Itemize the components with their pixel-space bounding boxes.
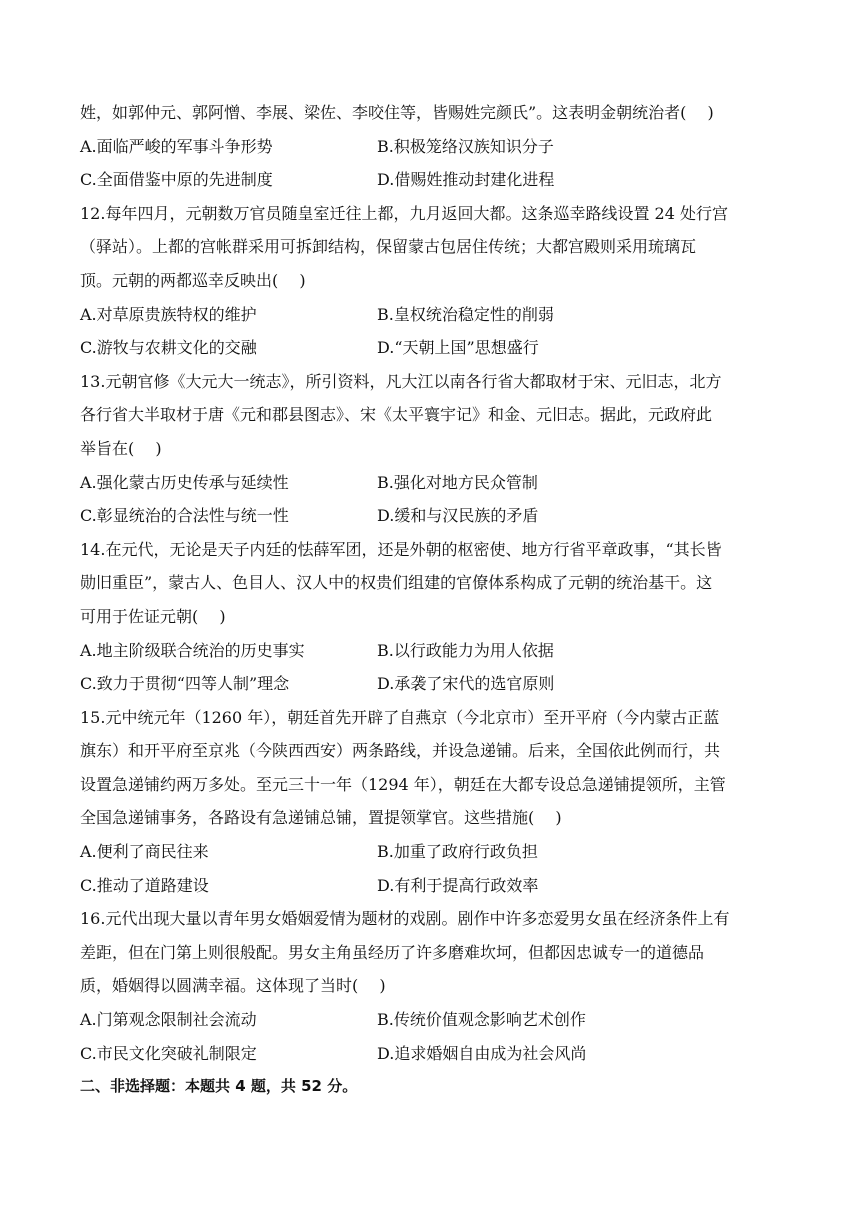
question-13-options-row-2 [80, 499, 780, 533]
question-15-line-2: 旗东）和开平府至京兆（今陕西西安）两条路线，并设急递铺。后来，全国依此例而行，共 [80, 741, 721, 761]
question-16-line-3: 质，婚姻得以圆满幸福。这体现了当时( ) [80, 976, 386, 996]
option-a: A.面临严峻的军事斗争形势 [80, 136, 273, 156]
option-d: D.有利于提高行政效率 [377, 875, 539, 895]
question-12-options-row-1 [80, 298, 780, 332]
question-11-options-row-1 [80, 130, 780, 164]
question-15-line-4: 全国急递铺事务，各路设有急递铺总铺，置提领掌官。这些措施( ) [80, 808, 562, 828]
question-13-options-row-1 [80, 466, 780, 500]
question-13-line-3: 举旨在( ) [80, 438, 162, 458]
question-11-options-row-2 [80, 163, 780, 197]
question-14-options-row-1 [80, 634, 780, 668]
document-page [80, 96, 780, 1104]
question-16-line-2: 差距，但在门第上则很般配。男女主角虽经历了许多磨难坎坷，但都因忠诚专一的道德品 [80, 942, 705, 962]
option-a: A.门第观念限制社会流动 [80, 1010, 257, 1030]
question-16-line-1: 16.元代出现大量以青年男女婚姻爱情为题材的戏剧。剧作中许多恋爱男女虽在经济条件上有 [80, 909, 730, 929]
question-14-line-3: 可用于佐证元朝( ) [80, 606, 226, 626]
option-b: B.积极笼络汉族知识分子 [377, 136, 554, 156]
option-d: D.承袭了宋代的选官原则 [377, 674, 555, 694]
question-14-line-2: 勋旧重臣”，蒙古人、色目人、汉人中的权贵们组建的官僚体系构成了元朝的统治基干。这 [80, 573, 713, 593]
option-d: D.追求婚姻自由成为社会风尚 [377, 1043, 587, 1063]
question-14-options-row-2 [80, 667, 780, 701]
question-13-line-2: 各行省大半取材于唐《元和郡县图志》、宋《太平寰宇记》和金、元旧志。据此，元政府此 [80, 405, 713, 425]
option-c: C.推动了道路建设 [80, 875, 209, 895]
question-16-options-row-2 [80, 1037, 780, 1071]
question-15-options-row-2 [80, 869, 780, 903]
question-12-options-row-2 [80, 331, 780, 365]
question-16-options-row-1 [80, 1003, 780, 1037]
option-b: B.传统价值观念影响艺术创作 [377, 1010, 586, 1030]
option-d: D.借赐姓推动封建化进程 [377, 170, 555, 190]
option-a: A.便利了商民往来 [80, 842, 209, 862]
option-c: C.市民文化突破礼制限定 [80, 1043, 257, 1063]
option-b: B.加重了政府行政负担 [377, 842, 538, 862]
question-11-text: 姓，如郭仲元、郭阿憎、李展、梁佐、李咬住等，皆赐姓完颜氏”。这表明金朝统治者( ) [80, 103, 714, 122]
question-14-line-1: 14.在元代，无论是天子内廷的怯薛军团，还是外朝的枢密使、地方行省平章政事，“其长皆 [80, 539, 722, 559]
question-15-line-3: 设置急递铺约两万多处。至元三十一年（1294 年），朝廷在大都专设总急递铺提领所，主管 [80, 774, 726, 794]
section-2-heading: 二、非选择题：本题共 4 题，共 52 分。 [80, 1077, 358, 1096]
question-12-line-1: 12.每年四月，元朝数万官员随皇室迁往上都，九月返回大都。这条巡幸路线设置 24 处行宫 [80, 203, 728, 223]
option-c: C.游牧与农耕文化的交融 [80, 338, 257, 358]
question-12-line-2: （驿站）。上都的宫帐群采用可拆卸结构，保留蒙古包居住传统；大都宫殿则采用琉璃瓦 [80, 237, 697, 257]
option-b: B.皇权统治稳定性的削弱 [377, 304, 554, 324]
option-a: A.强化蒙古历史传承与延续性 [80, 472, 289, 492]
option-c: C.致力于贯彻“四等人制”理念 [80, 674, 290, 694]
option-a: A.地主阶级联合统治的历史事实 [80, 640, 305, 660]
option-c: C.彰显统治的合法性与统一性 [80, 506, 289, 526]
question-15-options-row-1 [80, 835, 780, 869]
option-b: B.强化对地方民众管制 [377, 472, 538, 492]
question-15-line-1: 15.元中统元年（1260 年），朝廷首先开辟了自燕京（今北京市）至开平府（今内蒙古正蓝 [80, 707, 720, 727]
question-12-line-3: 顶。元朝的两都巡幸反映出( ) [80, 270, 306, 290]
option-d: D.缓和与汉民族的矛盾 [377, 506, 539, 526]
question-13-line-1: 13.元朝官修《大元大一统志》，所引资料，凡大江以南各行省大都取材于宋、元旧志，北方 [80, 371, 722, 391]
option-d: D.“天朝上国”思想盛行 [377, 338, 539, 358]
option-b: B.以行政能力为用人依据 [377, 640, 554, 660]
option-a: A.对草原贵族特权的维护 [80, 304, 257, 324]
option-c: C.全面借鉴中原的先进制度 [80, 170, 273, 190]
